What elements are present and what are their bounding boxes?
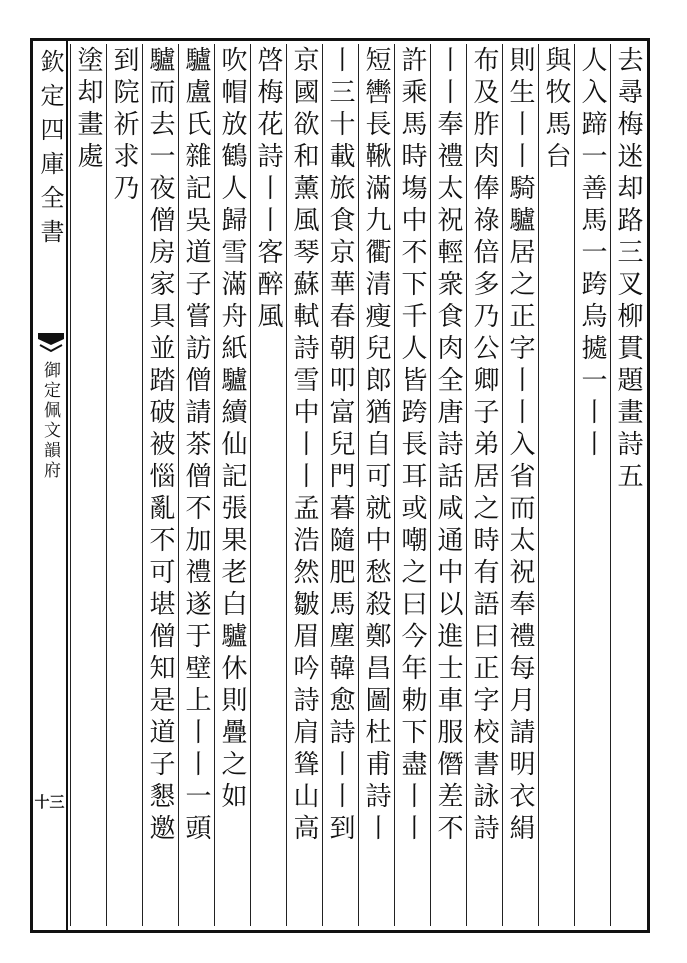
text-column: 啓梅花詩丨丨客醉風 <box>253 46 283 334</box>
text-column: 與牧馬台 <box>541 46 571 174</box>
column-divider <box>70 44 71 926</box>
text-column: 丨丨奉禮太祝輕衆食肉全唐詩話咸通中以進士車服僭差不 <box>433 46 463 846</box>
text-column: 到院祈求乃 <box>109 46 139 206</box>
text-column: 驢而去一夜僧房家具並踏破被惱亂不可堪僧知是道子懇邀 <box>145 46 175 846</box>
text-column: 驢盧氏雜記吳道子嘗訪僧請茶僧不加禮遂于壁上丨丨一頭 <box>181 46 211 846</box>
volume-title: 御定佩文韻府 <box>40 361 60 481</box>
text-column: 塗却畫處 <box>73 46 103 174</box>
text-column: 則生丨丨騎驢居之正字丨丨入省而太祝奉禮每月請明衣絹 <box>505 46 535 846</box>
text-column: 吹帽放鶴人歸雪滿舟紙驢續仙記張果老白驢休則疊之如 <box>217 46 247 814</box>
text-column: 人入蹄一善馬一跨烏㨿一丨丨 <box>577 46 607 462</box>
text-column: 短轡長鞦滿九衢清瘦兒郎猶自可就中愁殺鄭昌圖杜甫詩丨 <box>361 46 391 846</box>
text-column: 布及胙肉俸祿倍多乃公卿子弟居之時有語曰正字校書詠詩 <box>469 46 499 846</box>
text-column: 京國欲和薰風琴蘇軾詩雪中丨丨孟浩然皺眉吟詩肩聳山高 <box>289 46 319 846</box>
text-column: 許乘馬時塲中不下千人皆跨長耳或嘲之曰今年勅下盡丨丨 <box>397 46 427 846</box>
text-column: 去尋梅迷却路三叉柳貫題畫詩五 <box>613 46 643 494</box>
text-column: 丨三十載旅食京華春朝叩富兒門暮隨肥馬塵韓愈詩丨丨到 <box>325 46 355 846</box>
page-number: 十三 <box>34 793 65 811</box>
fish-tail-icon <box>36 331 66 353</box>
book-title: 欽定四庫全書 <box>36 49 64 253</box>
page-margin-column <box>33 41 68 930</box>
